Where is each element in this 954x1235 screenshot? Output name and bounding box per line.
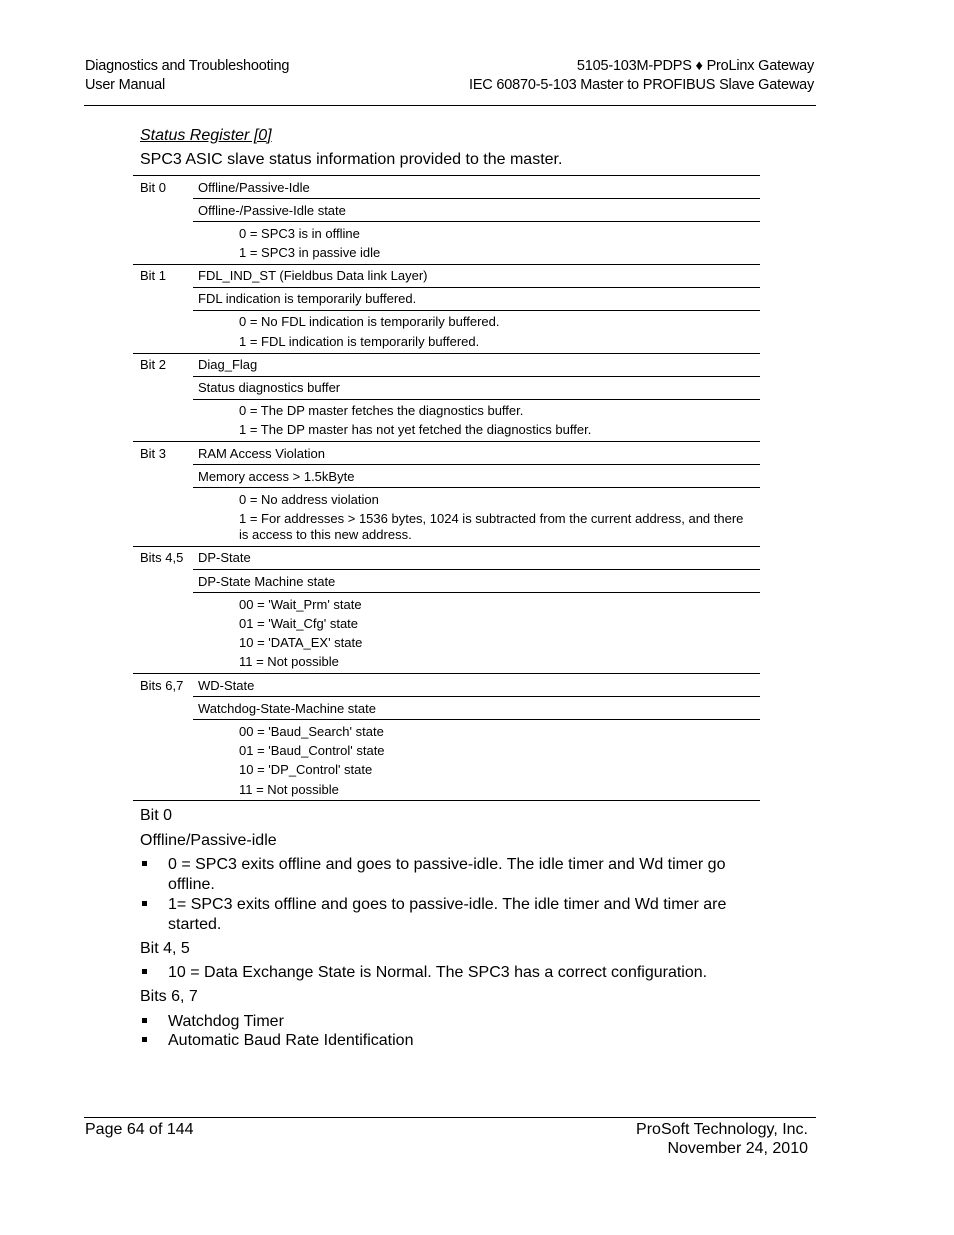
section-title: Status Register [0]	[140, 127, 272, 144]
bit-label: Bit 2	[140, 357, 167, 372]
footer-page-number: Page 64 of 144	[85, 1121, 194, 1138]
bit-description: Status diagnostics buffer	[198, 380, 341, 395]
bit-description: Watchdog-State-Machine state	[198, 701, 376, 716]
bit-value: 0 = SPC3 is in offline	[239, 226, 360, 241]
bullet-icon	[142, 901, 147, 906]
bit-label: Bits 4,5	[140, 550, 184, 565]
bit-name: Offline/Passive-Idle	[198, 180, 310, 195]
bit-value: 00 = 'Baud_Search' state	[239, 724, 384, 739]
bit-name: Diag_Flag	[198, 357, 258, 372]
bit-value: 1 = The DP master has not yet fetched the diagnostics buffer.	[239, 422, 592, 437]
bit-name: WD-State	[198, 678, 255, 693]
bit-value: 11 = Not possible	[239, 654, 339, 669]
bit-value: 0 = The DP master fetches the diagnostics buffer.	[239, 403, 524, 418]
bit-description: Offline-/Passive-Idle state	[198, 203, 346, 218]
bit-value: 00 = 'Wait_Prm' state	[239, 597, 362, 612]
bit-value: 0 = No address violation	[239, 492, 379, 507]
bit-name: DP-State	[198, 550, 251, 565]
bit-value: 01 = 'Wait_Cfg' state	[239, 616, 359, 631]
bit-label: Bit 3	[140, 446, 167, 461]
note-bit0-subheading: Offline/Passive-idle	[140, 832, 277, 849]
section-intro: SPC3 ASIC slave status information provided to the master.	[140, 151, 563, 168]
bit-value: 0 = No FDL indication is temporarily buffered.	[239, 314, 500, 329]
table-rule-top	[133, 175, 760, 176]
bit-name: RAM Access Violation	[198, 446, 325, 461]
header-right-line2: IEC 60870-5-103 Master to PROFIBUS Slave Gateway	[469, 77, 814, 93]
bit-value: 1 = FDL indication is temporarily buffered.	[239, 334, 480, 349]
note-bit0-heading: Bit 0	[140, 807, 173, 824]
footer-company: ProSoft Technology, Inc.	[636, 1121, 808, 1138]
bit-value: 10 = 'DP_Control' state	[239, 762, 373, 777]
bit-value: 01 = 'Baud_Control' state	[239, 743, 385, 758]
note-bit67-heading: Bits 6, 7	[140, 988, 198, 1005]
bit-description: Memory access > 1.5kByte	[198, 469, 355, 484]
bit-value: 1 = SPC3 in passive idle	[239, 245, 381, 260]
bit-description: DP-State Machine state	[198, 574, 336, 589]
bit-label: Bit 0	[140, 180, 167, 195]
bullet-icon	[142, 969, 147, 974]
bit-label: Bits 6,7	[140, 678, 184, 693]
bit-value: 11 = Not possible	[239, 782, 339, 797]
note-bit45-bullet1: 10 = Data Exchange State is Normal. The SPC3 has a correct configuration.	[168, 964, 708, 981]
bit-value: 10 = 'DATA_EX' state	[239, 635, 363, 650]
footer-date: November 24, 2010	[667, 1140, 808, 1157]
bullet-icon	[142, 861, 147, 866]
header-rule	[84, 105, 816, 106]
note-bit0-bullet2: 1= SPC3 exits offline and goes to passive-idle. The idle timer and Wd timer are started.	[168, 896, 727, 933]
bullet-icon	[142, 1037, 147, 1042]
bit-name: FDL_IND_ST (Fieldbus Data link Layer)	[198, 268, 428, 283]
header-right-line1: 5105-103M-PDPS ♦ ProLinx Gateway	[576, 58, 814, 74]
bit-description: FDL indication is temporarily buffered.	[198, 291, 417, 306]
bit-value: 1 = For addresses > 1536 bytes, 1024 is subtracted from the current address, and there is access to this new address.	[239, 511, 744, 542]
bullet-icon	[142, 1018, 147, 1023]
note-bit45-heading: Bit 4, 5	[140, 940, 190, 957]
header-left-line1: Diagnostics and Troubleshooting	[85, 58, 290, 74]
note-bit67-bullet1: Watchdog Timer	[168, 1013, 284, 1030]
header-left-line2: User Manual	[85, 77, 165, 93]
note-bit67-bullet2: Automatic Baud Rate Identification	[168, 1032, 414, 1049]
footer-rule	[84, 1117, 816, 1118]
bits-table	[133, 175, 760, 801]
note-bit0-bullet1: 0 = SPC3 exits offline and goes to passive-idle. The idle timer and Wd timer go offline.	[168, 856, 726, 893]
bit-label: Bit 1	[140, 268, 167, 283]
